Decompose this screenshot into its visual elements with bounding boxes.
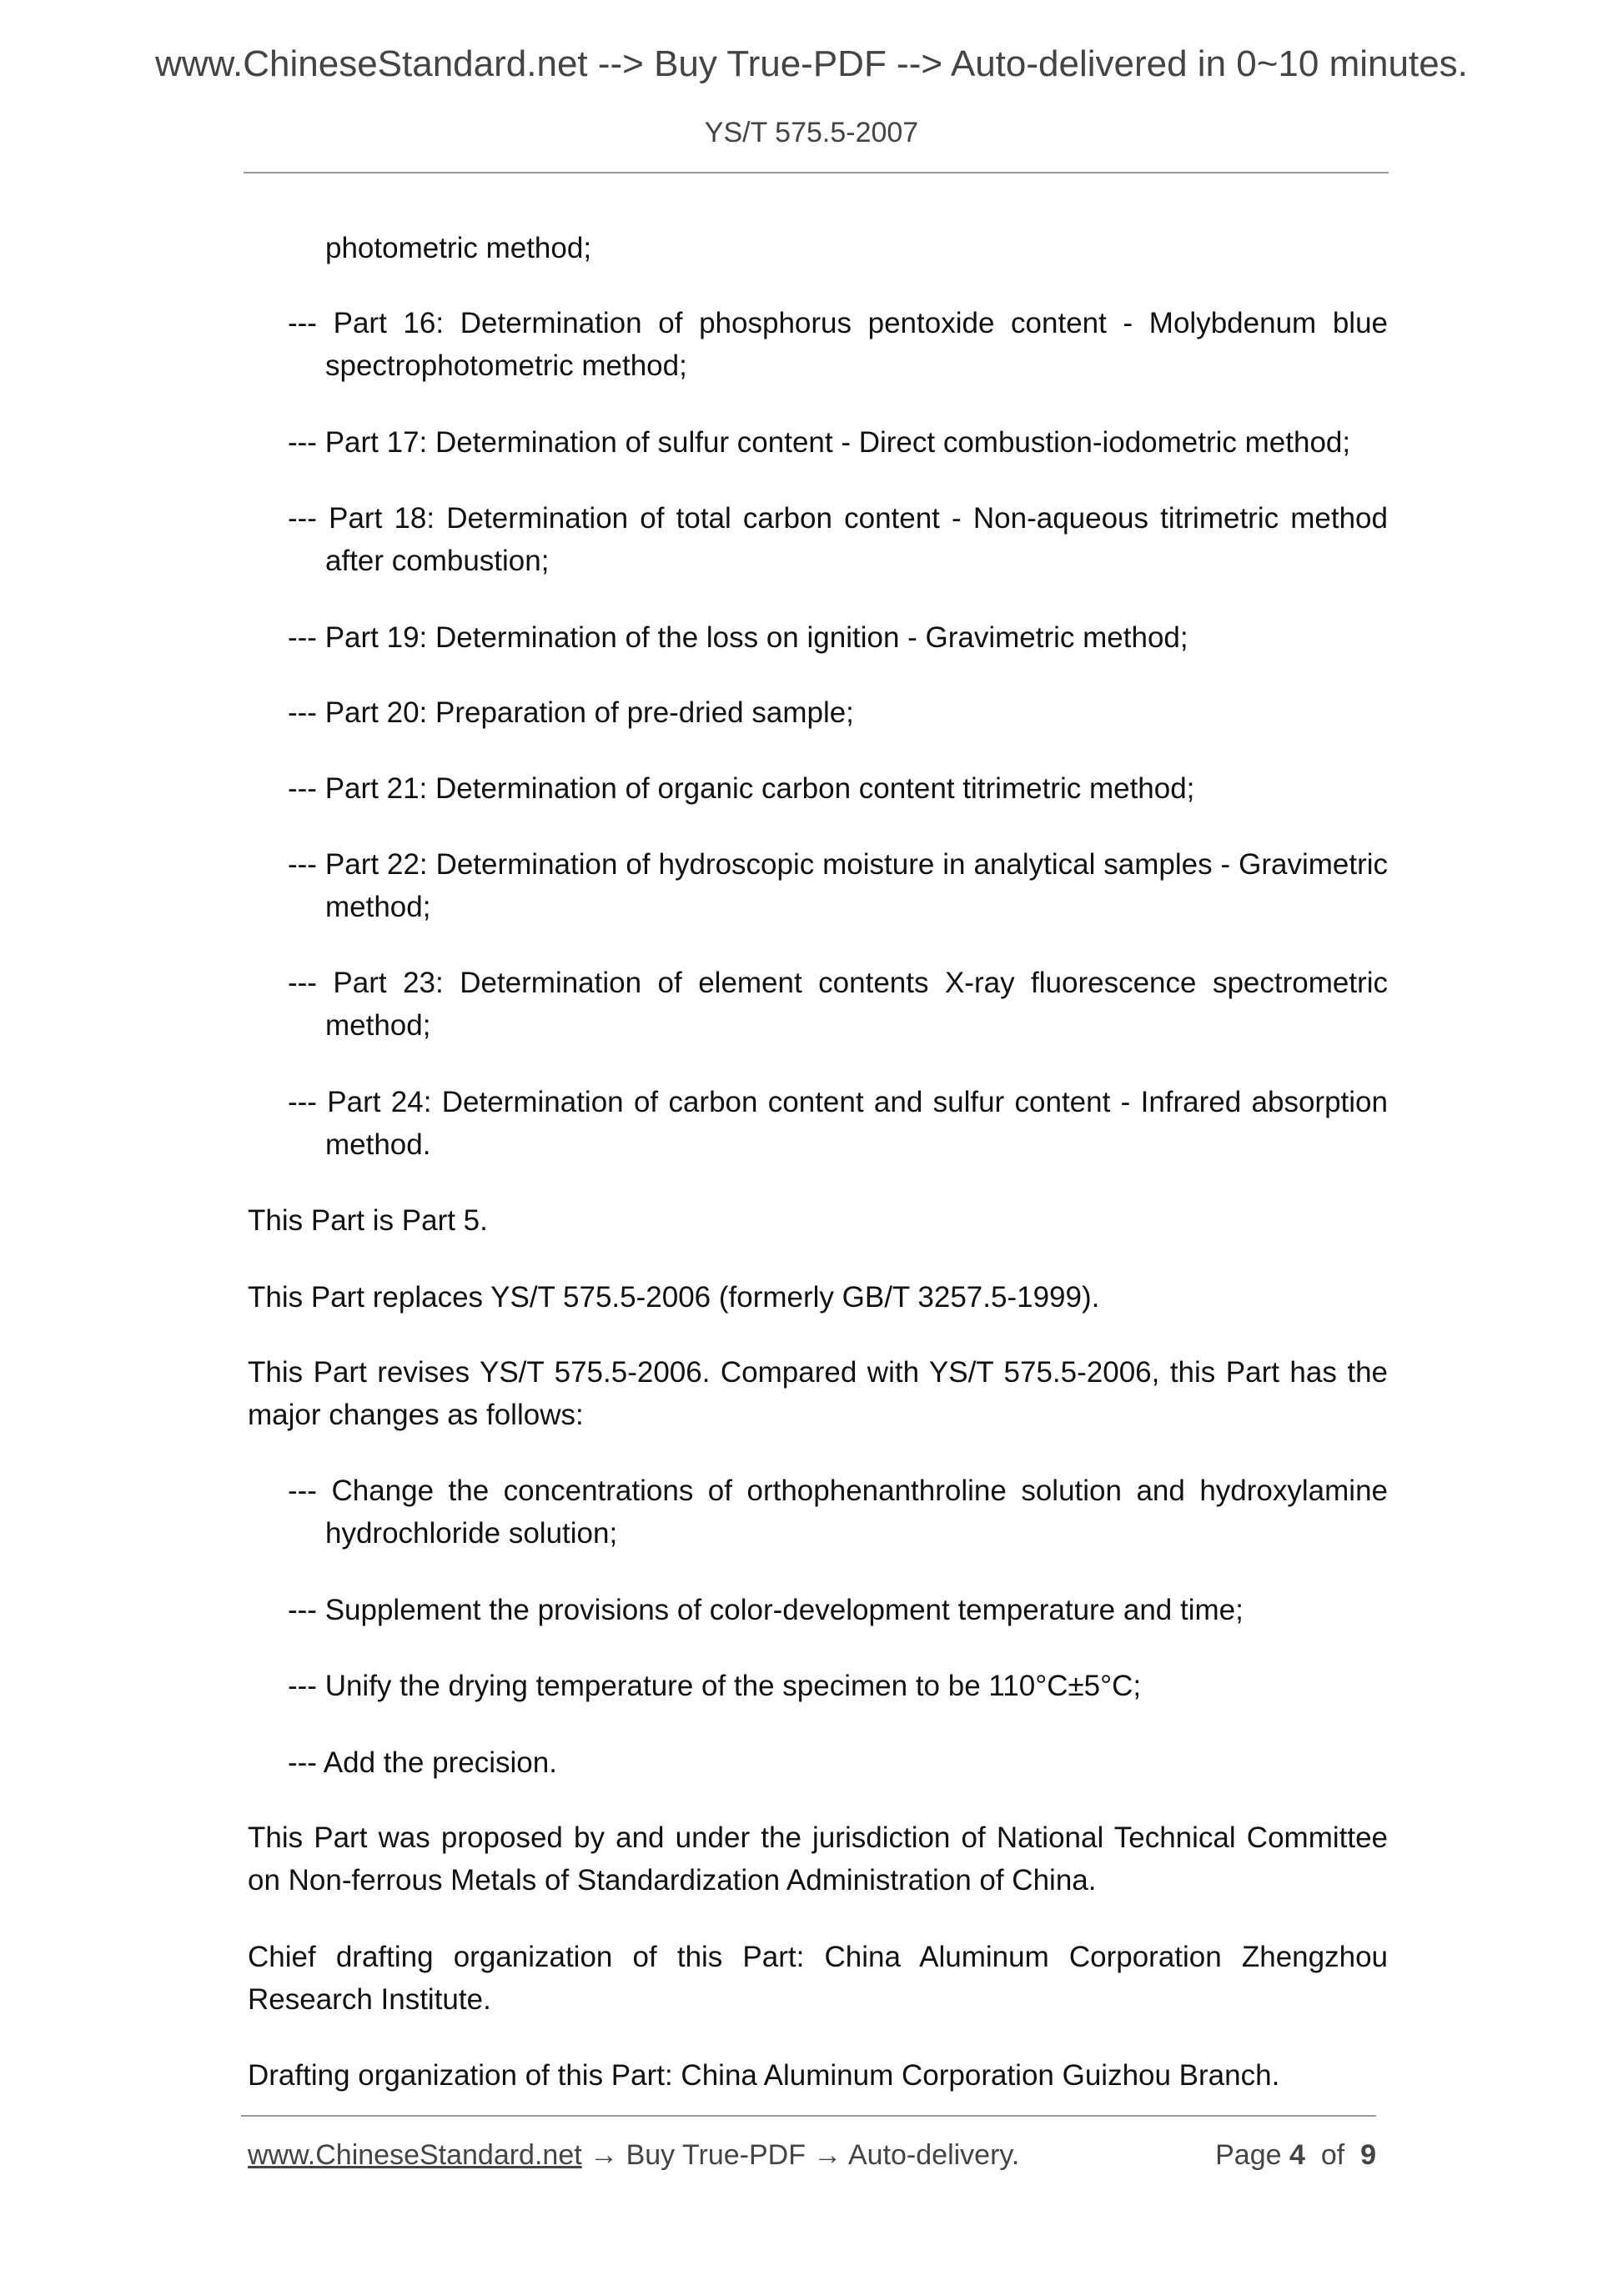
paragraph: This Part is Part 5. [248, 1204, 488, 1237]
paragraph: This Part revises YS/T 575.5-2006. Compared with YS/T 575.5-2006, this Part has the major changes as follows: [248, 1356, 1388, 1431]
footer-text [248, 2139, 1019, 2172]
list-item: --- Part 17: Determination of sulfur content - Direct combustion-iodometric method; [288, 426, 1351, 459]
paragraph: This Part was proposed by and under the jurisdiction of National Technical Committee on Non-ferrous Metals of Standardization Administration of China. [248, 1821, 1388, 1897]
paragraph: photometric method; [325, 232, 592, 264]
list-item: --- Add the precision. [288, 1746, 557, 1779]
paragraph: Drafting organization of this Part: China Aluminum Corporation Guizhou Branch. [248, 2059, 1280, 2092]
paragraph: Chief drafting organization of this Part: China Aluminum Corporation Zhengzhou Research Institute. [248, 1941, 1388, 2016]
current-page: 4 [1289, 2139, 1305, 2171]
header-banner: www.ChineseStandard.net --> Buy True-PDF --> Auto-delivered in 0~10 minutes. [155, 43, 1468, 84]
footer-tagline: → Buy True-PDF → Auto-delivery. [581, 2139, 1020, 2171]
list-item: --- Change the concentrations of orthophenanthroline solution and hydroxylamine hydrochloride solution; [288, 1475, 1388, 1550]
list-item: --- Part 24: Determination of carbon content and sulfur content - Infrared absorption method. [288, 1086, 1388, 1161]
list-item: --- Part 23: Determination of element contents X-ray fluorescence spectrometric method; [288, 967, 1388, 1042]
paragraph: This Part replaces YS/T 575.5-2006 (formerly GB/T 3257.5-1999). [248, 1281, 1100, 1314]
list-item: --- Part 16: Determination of phosphorus pentoxide content - Molybdenum blue spectrophotometric method; [288, 307, 1388, 382]
footer-divider [241, 2115, 1376, 2117]
document-id: YS/T 575.5-2007 [704, 117, 919, 148]
page-footer [248, 2139, 1376, 2172]
list-item: --- Part 19: Determination of the loss on ignition - Gravimetric method; [288, 621, 1188, 654]
page-label: Page [1215, 2139, 1282, 2171]
list-item: --- Part 22: Determination of hydroscopic moisture in analytical samples - Gravimetric method; [288, 848, 1388, 923]
header-divider [244, 172, 1389, 173]
list-item: --- Supplement the provisions of color-development temperature and time; [288, 1594, 1244, 1626]
page-number [1215, 2139, 1376, 2172]
list-item: --- Part 21: Determination of organic carbon content titrimetric method; [288, 772, 1195, 805]
of-label: of [1320, 2139, 1345, 2171]
list-item: --- Unify the drying temperature of the specimen to be 110°C±5°C; [288, 1670, 1142, 1702]
list-item: --- Part 18: Determination of total carbon content - Non-aqueous titrimetric method after combustion; [288, 502, 1388, 577]
footer-link[interactable]: www.ChineseStandard.net [248, 2139, 582, 2171]
total-pages: 9 [1360, 2139, 1376, 2171]
list-item: --- Part 20: Preparation of pre-dried sample; [288, 696, 854, 729]
